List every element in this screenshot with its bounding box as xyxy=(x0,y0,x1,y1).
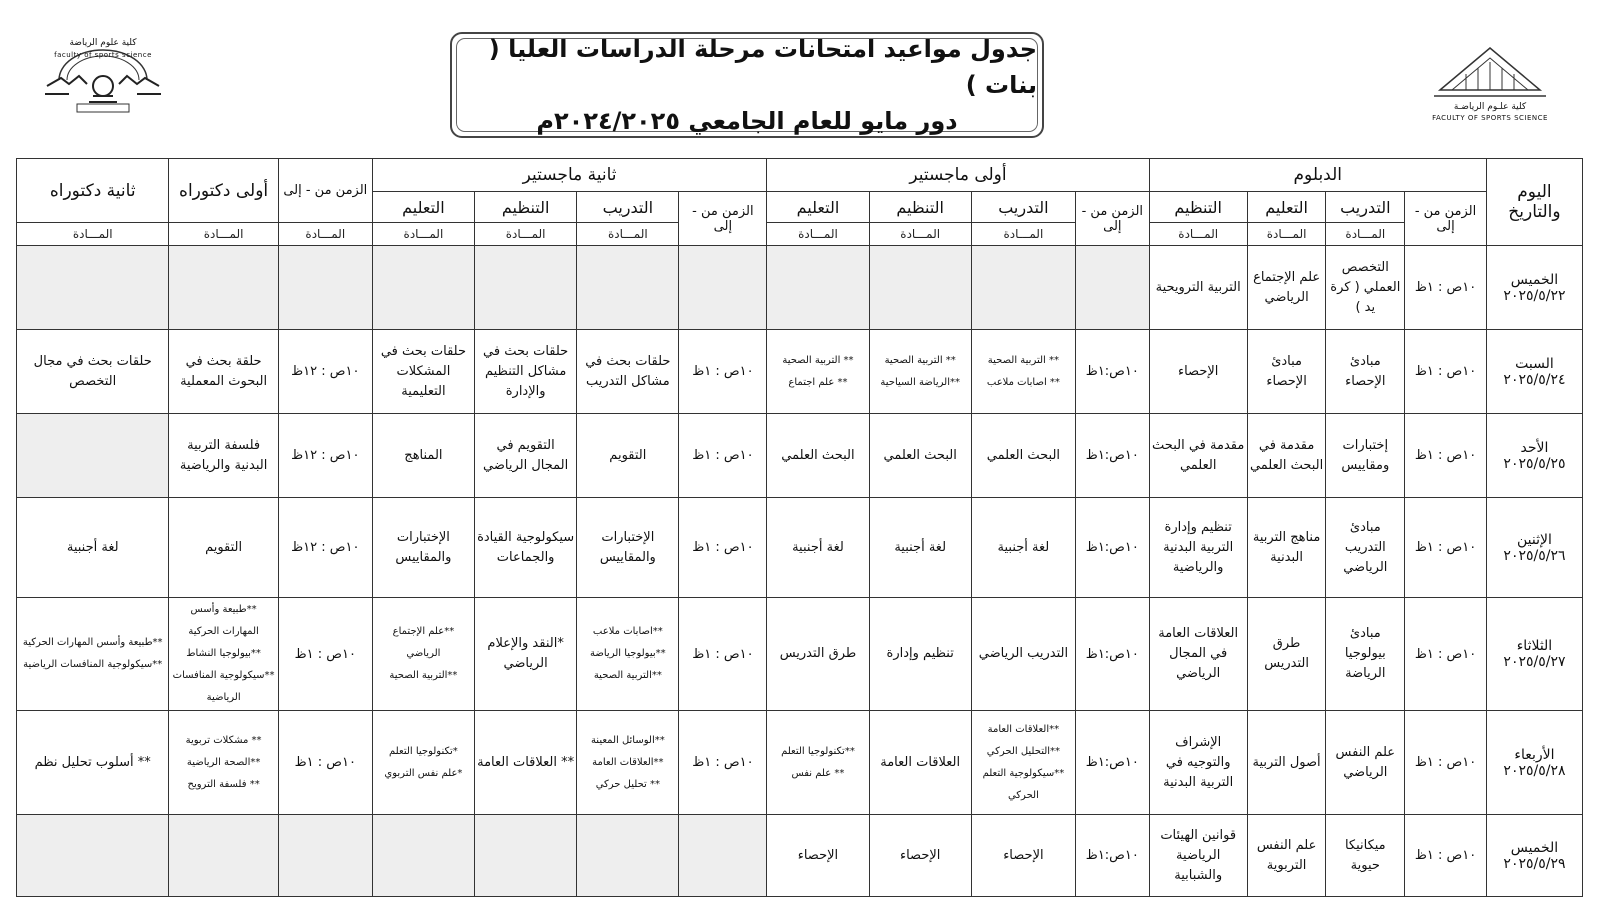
d-training-cell: ميكانيكا حيوية xyxy=(1326,815,1405,897)
subject-header: المـــادة xyxy=(1247,223,1326,246)
m1-training-cell: البحث العلمي xyxy=(971,414,1075,498)
m2-education-cell: *تكنولوجيا التعلم *علم نفس التربوي xyxy=(372,711,474,815)
p2-cell: **طبيعة وأسس المهارات الحركية **سيكولوجية المنافسات الرياضية xyxy=(17,598,169,711)
m2-training-cell xyxy=(577,815,679,897)
master1-time-header: الزمن من - إلى xyxy=(1076,192,1150,246)
table-row xyxy=(17,711,1583,815)
m2-organization-cell: حلقات بحث في مشاكل التنظيم والإدارة xyxy=(475,330,577,414)
master2-education-header: التعليم xyxy=(372,192,474,223)
m1-organization-cell xyxy=(869,246,971,330)
table-row xyxy=(17,414,1583,498)
left-logo-caption-ar: كلية علوم الرياضة xyxy=(69,38,137,48)
table-row xyxy=(17,815,1583,897)
m2-time-cell: ١٠ص : ١ظ xyxy=(679,414,767,498)
m2-education-cell xyxy=(372,815,474,897)
d-time-cell: ١٠ص : ١ظ xyxy=(1405,711,1487,815)
master2-training-header: التدريب xyxy=(577,192,679,223)
master2-organization-header: التنظيم xyxy=(475,192,577,223)
m1-time-cell: ١٠ص:١ظ xyxy=(1076,815,1150,897)
day-date-cell xyxy=(1486,498,1582,598)
diploma-training-header: التدريب xyxy=(1326,192,1405,223)
m1-education-cell: لغة أجنبية xyxy=(767,498,869,598)
p2-cell: ** أسلوب تحليل نظم xyxy=(17,711,169,815)
right-logo-caption-ar: كلية علـوم الرياضـة xyxy=(1453,102,1527,112)
p-time-cell: ١٠ص : ١٢ظ xyxy=(278,414,372,498)
d-time-cell: ١٠ص : ١ظ xyxy=(1405,246,1487,330)
day-date-header: اليوم والتاريخ xyxy=(1486,159,1582,246)
m1-time-cell xyxy=(1076,246,1150,330)
m2-training-cell: الإختبارات والمقاييس xyxy=(577,498,679,598)
subject-header: المـــادة xyxy=(475,223,577,246)
diploma-education-header: التعليم xyxy=(1247,192,1326,223)
m2-time-cell xyxy=(679,246,767,330)
exam-date: ٢٠٢٥/٥/٢٨ xyxy=(1503,762,1566,779)
d-time-cell: ١٠ص : ١ظ xyxy=(1405,330,1487,414)
d-training-cell: مبادئ الإحصاء xyxy=(1326,330,1405,414)
right-logo-caption-en: FACULTY OF SPORTS SCIENCE xyxy=(1432,114,1548,122)
m2-organization-cell: ** العلاقات العامة xyxy=(475,711,577,815)
p-time-cell xyxy=(278,246,372,330)
exam-date: ٢٠٢٥/٥/٢٥ xyxy=(1503,455,1566,472)
page-subtitle: دور مايو للعام الجامعي ٢٠٢٤/٢٠٢٥م xyxy=(536,107,958,135)
diploma-organization-header: التنظيم xyxy=(1149,192,1247,223)
p-time-cell: ١٠ص : ١٢ظ xyxy=(278,498,372,598)
d-education-cell: علم الإجتماع الرياضي xyxy=(1247,246,1326,330)
day-date-cell xyxy=(1486,246,1582,330)
d-time-cell: ١٠ص : ١ظ xyxy=(1405,498,1487,598)
p-time-cell: ١٠ص : ١ظ xyxy=(278,711,372,815)
master1-education-header: التعليم xyxy=(767,192,869,223)
day-name: الأربعاء xyxy=(1514,746,1555,763)
m2-time-cell: ١٠ص : ١ظ xyxy=(679,330,767,414)
d-training-cell: إختبارات ومقاييس xyxy=(1326,414,1405,498)
subject-header: المـــادة xyxy=(869,223,971,246)
table-row xyxy=(17,330,1583,414)
p2-cell xyxy=(17,414,169,498)
master1-training-header: التدريب xyxy=(971,192,1075,223)
m1-education-cell: طرق التدريس xyxy=(767,598,869,711)
m1-education-cell: البحث العلمي xyxy=(767,414,869,498)
day-date-cell xyxy=(1486,711,1582,815)
m2-education-cell: **علم الإجتماع الرياضي **التربية الصحية xyxy=(372,598,474,711)
p1-cell: فلسفة التربية البدنية والرياضية xyxy=(169,414,278,498)
subject-header: المـــادة xyxy=(17,223,169,246)
university-pyramid-emblem-icon xyxy=(1430,40,1550,102)
page-title: جدول مواعيد امتحانات مرحلة الدراسات العليا ( بنات ) xyxy=(488,35,1037,99)
exam-schedule-table xyxy=(16,158,1583,897)
d-education-cell: مناهج التربية البدنية xyxy=(1247,498,1326,598)
m1-education-cell: **تكنولوجيا التعلم ** علم نفس xyxy=(767,711,869,815)
p2-cell xyxy=(17,815,169,897)
m1-education-cell: الإحصاء xyxy=(767,815,869,897)
subject-header: المـــادة xyxy=(971,223,1075,246)
d-education-cell: طرق التدريس xyxy=(1247,598,1326,711)
m1-time-cell: ١٠ص:١ظ xyxy=(1076,598,1150,711)
d-time-cell: ١٠ص : ١ظ xyxy=(1405,414,1487,498)
m1-education-cell: ** التربية الصحية ** علم اجتماع xyxy=(767,330,869,414)
faculty-logo-left xyxy=(38,40,168,135)
m1-time-cell: ١٠ص:١ظ xyxy=(1076,414,1150,498)
phd2-header: ثانية دكتوراه xyxy=(17,159,169,223)
left-logo-caption-en: faculty of sports science xyxy=(54,51,152,59)
d-organization-cell: مقدمة في البحث العلمي xyxy=(1149,414,1247,498)
m2-organization-cell xyxy=(475,815,577,897)
master1-organization-header: التنظيم xyxy=(869,192,971,223)
master2-header: ثانية ماجستير xyxy=(372,159,767,192)
day-name: السبت xyxy=(1515,355,1554,372)
d-education-cell: مبادئ الإحصاء xyxy=(1247,330,1326,414)
p1-cell xyxy=(169,246,278,330)
master1-header: أولى ماجستير xyxy=(767,159,1149,192)
p2-cell xyxy=(17,246,169,330)
day-name: الخميس xyxy=(1510,839,1559,856)
master2-time-header: الزمن من - إلى xyxy=(679,192,767,246)
day-name: الإثنين xyxy=(1517,531,1552,548)
m2-training-cell: **الوسائل المعينة **العلاقات العامة ** تحليل حركي xyxy=(577,711,679,815)
m1-organization-cell: الإحصاء xyxy=(869,815,971,897)
title-box xyxy=(450,32,1044,138)
m1-training-cell: ** التربية الصحية ** اصابات ملاعب xyxy=(971,330,1075,414)
m1-training-cell: لغة أجنبية xyxy=(971,498,1075,598)
faculty-logo-right xyxy=(1425,40,1555,135)
exam-date: ٢٠٢٥/٥/٢٩ xyxy=(1503,855,1566,872)
p1-cell xyxy=(169,815,278,897)
p1-cell: التقويم xyxy=(169,498,278,598)
schedule-body xyxy=(17,246,1583,897)
p2-cell: حلقات بحث في مجال التخصص xyxy=(17,330,169,414)
m2-training-cell: **اصابات ملاعب **بيولوجيا الرياضة **التربية الصحية xyxy=(577,598,679,711)
d-organization-cell: الإشراف والتوجيه في التربية البدنية xyxy=(1149,711,1247,815)
day-date-cell xyxy=(1486,598,1582,711)
m1-time-cell: ١٠ص:١ظ xyxy=(1076,711,1150,815)
m1-training-cell: الإحصاء xyxy=(971,815,1075,897)
diploma-time-header: الزمن من - إلى xyxy=(1405,192,1487,246)
exam-date: ٢٠٢٥/٥/٢٦ xyxy=(1503,547,1566,564)
m1-organization-cell: تنظيم وإدارة xyxy=(869,598,971,711)
m1-organization-cell: ** التربية الصحية **الرياضة السياحية xyxy=(869,330,971,414)
d-training-cell: مبادئ التدريب الرياضي xyxy=(1326,498,1405,598)
m1-organization-cell: العلاقات العامة xyxy=(869,711,971,815)
d-organization-cell: قوانين الهيئات الرياضية والشبابية xyxy=(1149,815,1247,897)
d-time-cell: ١٠ص : ١ظ xyxy=(1405,815,1487,897)
subject-header: المـــادة xyxy=(1149,223,1247,246)
m2-organization-cell: سيكولوجية القيادة والجماعات xyxy=(475,498,577,598)
p-time-cell: ١٠ص : ١٢ظ xyxy=(278,330,372,414)
d-organization-cell: العلاقات العامة في المجال الرياضي xyxy=(1149,598,1247,711)
m2-training-cell xyxy=(577,246,679,330)
m2-education-cell: الإختبارات والمقاييس xyxy=(372,498,474,598)
subject-header: المـــادة xyxy=(278,223,372,246)
p-time-cell: ١٠ص : ١ظ xyxy=(278,598,372,711)
diploma-header: الدبلوم xyxy=(1149,159,1486,192)
subject-header: المـــادة xyxy=(169,223,278,246)
subject-header: المـــادة xyxy=(577,223,679,246)
day-date-cell xyxy=(1486,414,1582,498)
m2-organization-cell xyxy=(475,246,577,330)
m2-education-cell: المناهج xyxy=(372,414,474,498)
table-row xyxy=(17,246,1583,330)
d-training-cell: علم النفس الرياضي xyxy=(1326,711,1405,815)
exam-date: ٢٠٢٥/٥/٢٤ xyxy=(1503,371,1566,388)
m2-education-cell: حلقات بحث في المشكلات التعليمية xyxy=(372,330,474,414)
subject-header: المـــادة xyxy=(1326,223,1405,246)
p2-cell: لغة أجنبية xyxy=(17,498,169,598)
table-row xyxy=(17,498,1583,598)
day-name: الثلاثاء xyxy=(1516,638,1553,654)
p-time-cell xyxy=(278,815,372,897)
d-training-cell: مبادئ بيولوجيا الرياضة xyxy=(1326,598,1405,711)
day-date-cell xyxy=(1486,330,1582,414)
m2-time-cell xyxy=(679,815,767,897)
m1-time-cell: ١٠ص:١ظ xyxy=(1076,330,1150,414)
m2-training-cell: التقويم xyxy=(577,414,679,498)
d-training-cell: التخصص العملي ( كرة يد ) xyxy=(1326,246,1405,330)
m1-organization-cell: لغة أجنبية xyxy=(869,498,971,598)
m2-training-cell: حلقات بحث في مشاكل التدريب xyxy=(577,330,679,414)
m2-organization-cell: *النقد والإعلام الرياضي xyxy=(475,598,577,711)
p1-cell: **طبيعة وأسس المهارات الحركية **بيولوجيا النشاط **سيكولوجية المنافسات الرياضية xyxy=(169,598,278,711)
day-name: الخميس xyxy=(1510,271,1559,288)
exam-date: ٢٠٢٥/٥/٢٢ xyxy=(1503,287,1566,304)
m2-time-cell: ١٠ص : ١ظ xyxy=(679,498,767,598)
day-name: الأحد xyxy=(1520,439,1549,456)
phd1-header: أولى دكتوراه xyxy=(169,159,278,223)
d-organization-cell: التربية الترويحية xyxy=(1149,246,1247,330)
m2-time-cell: ١٠ص : ١ظ xyxy=(679,598,767,711)
exam-date: ٢٠٢٥/٥/٢٧ xyxy=(1503,654,1566,670)
m1-training-cell: **العلاقات العامة **التحليل الحركي **سيكولوجية التعلم الحركي xyxy=(971,711,1075,815)
p1-cell: حلقة بحث في البحوث المعملية xyxy=(169,330,278,414)
m1-education-cell xyxy=(767,246,869,330)
d-education-cell: مقدمة في البحث العلمي xyxy=(1247,414,1326,498)
subject-header: المـــادة xyxy=(372,223,474,246)
m1-time-cell: ١٠ص:١ظ xyxy=(1076,498,1150,598)
m2-organization-cell: التقويم في المجال الرياضي xyxy=(475,414,577,498)
m1-organization-cell: البحث العلمي xyxy=(869,414,971,498)
d-education-cell: أصول التربية xyxy=(1247,711,1326,815)
m2-time-cell: ١٠ص : ١ظ xyxy=(679,711,767,815)
m1-training-cell xyxy=(971,246,1075,330)
phd-time-header: الزمن من - إلى xyxy=(278,159,372,223)
m2-education-cell xyxy=(372,246,474,330)
day-date-cell xyxy=(1486,815,1582,897)
m1-training-cell: التدريب الرياضي xyxy=(971,598,1075,711)
table-row xyxy=(17,598,1583,711)
subject-header: المـــادة xyxy=(767,223,869,246)
d-organization-cell: الإحصاء xyxy=(1149,330,1247,414)
d-organization-cell: تنظيم وإدارة التربية البدنية والرياضية xyxy=(1149,498,1247,598)
d-education-cell: علم النفس التربوية xyxy=(1247,815,1326,897)
d-time-cell: ١٠ص : ١ظ xyxy=(1405,598,1487,711)
p1-cell: ** مشكلات تربوية **الصحة الرياضية ** فلسفة الترويح xyxy=(169,711,278,815)
